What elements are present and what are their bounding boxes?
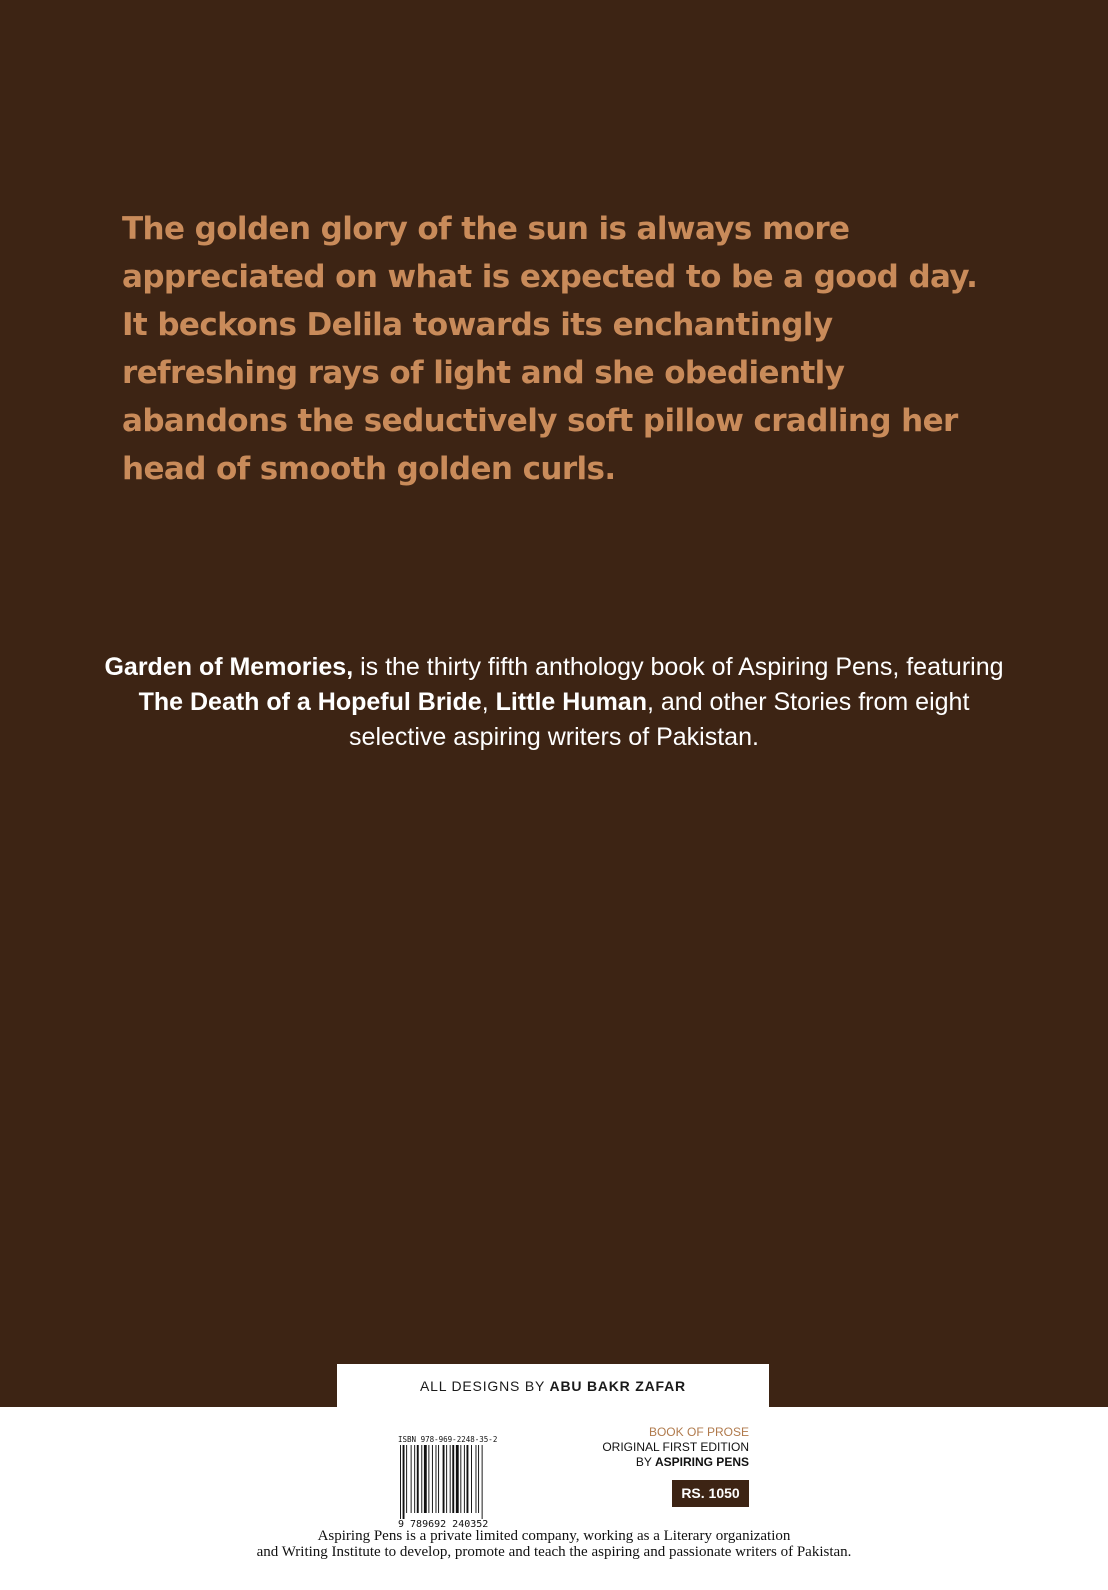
publisher-line [560,1455,749,1470]
book-description [100,650,1008,755]
designer-name: ABU BAKR ZAFAR [549,1378,686,1394]
book-genre: BOOK OF PROSE [648,1425,749,1439]
design-credit [337,1364,769,1408]
publisher-name: ASPIRING PENS [654,1455,749,1469]
publisher-prefix: BY [635,1455,655,1469]
book-title: Garden of Memories, [104,653,354,681]
edition-info [560,1425,749,1470]
description-text-2: , and other Stories from eight selective aspiring writers of Pakistan. [349,688,970,751]
footer-line-2: and Writing Institute to develop, promote and teach the aspiring and passionate writers of Pakistan. [256,1544,852,1560]
isbn-label: ISBN 978-969-2248-35-2 [398,1435,498,1444]
isbn-barcode [398,1435,510,1531]
edition-line: ORIGINAL FIRST EDITION [602,1440,749,1454]
footer-line-1: Aspiring Pens is a private limited company, working as a Literary organization [317,1528,791,1544]
barcode-icon [398,1445,498,1519]
design-credit-prefix: ALL DESIGNS BY [420,1378,550,1394]
footer-text [154,1528,954,1560]
isbn-digits: 9 789692 240352 [398,1519,489,1530]
blurb-text: The golden glory of the sun is always more appreciated on what is expected to be a good day. It beckons Delila towards its enchantingly refreshing rays of light and she obediently abandons the seductively soft pillow cradling her head of smooth golden curls. [122,211,978,487]
story-title-1: The Death of a Hopeful Bride [138,688,482,716]
story-title-2: Little Human [495,688,647,716]
description-text-1: is the thirty fifth anthology book of Aspiring Pens, featuring [353,653,1004,681]
price-badge: RS. 1050 [672,1480,749,1507]
description-separator: , [481,688,496,716]
